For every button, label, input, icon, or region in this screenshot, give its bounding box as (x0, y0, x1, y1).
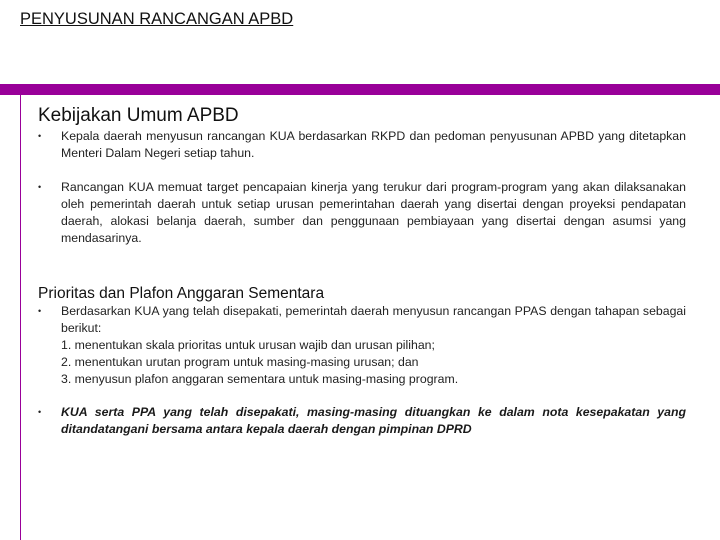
step-item: 1. menentukan skala prioritas untuk urusan wajib dan urusan pilihan; (61, 338, 435, 352)
section-heading-kebijakan: Kebijakan Umum APBD (38, 105, 239, 126)
accent-bar (0, 84, 720, 95)
bullet-item (38, 404, 686, 438)
bullet-text: Kepala daerah menyusun rancangan KUA berdasarkan RKPD dan pedoman penyusunan APBD yang ditetapkan Menteri Dalam Negeri setiap tahun. (61, 129, 686, 160)
step-item: 2. menentukan urutan program untuk masing-masing urusan; dan (61, 355, 419, 369)
section-heading-ppas: Prioritas dan Plafon Anggaran Sementara (38, 285, 325, 302)
bullet-icon: • (38, 182, 42, 192)
accent-vertical-line (20, 95, 21, 540)
bullet-text: Berdasarkan KUA yang telah disepakati, pemerintah daerah menyusun rancangan PPAS dengan tahapan sebagai berikut: (61, 304, 686, 335)
bullet-item (38, 179, 686, 247)
bullet-icon: • (38, 131, 42, 141)
bullet-text: Rancangan KUA memuat target pencapaian kinerja yang terukur dari program-program yang akan dilaksanakan oleh pemerintah daerah untuk setiap urusan pemerintahan daerah yang disertai dengan proyeksi pendapatan daerah, alokasi belanja daerah, sumber dan penggunaan pembiayaan yang disertai dengan asumsi yang mendasarinya. (61, 180, 686, 245)
step-item: 3. menyusun plafon anggaran sementara untuk masing-masing program. (61, 372, 459, 386)
bullet-icon: • (38, 407, 42, 417)
bullet-item (38, 303, 686, 388)
slide-title: PENYUSUNAN RANCANGAN APBD (20, 10, 294, 28)
bullet-icon: • (38, 306, 42, 316)
bullet-item (38, 128, 686, 162)
bullet-text-emphasis: KUA serta PPA yang telah disepakati, masing-masing dituangkan ke dalam nota kesepakatan yang ditandatangani bersama antara kepala daerah dengan pimpinan DPRD (61, 405, 686, 436)
